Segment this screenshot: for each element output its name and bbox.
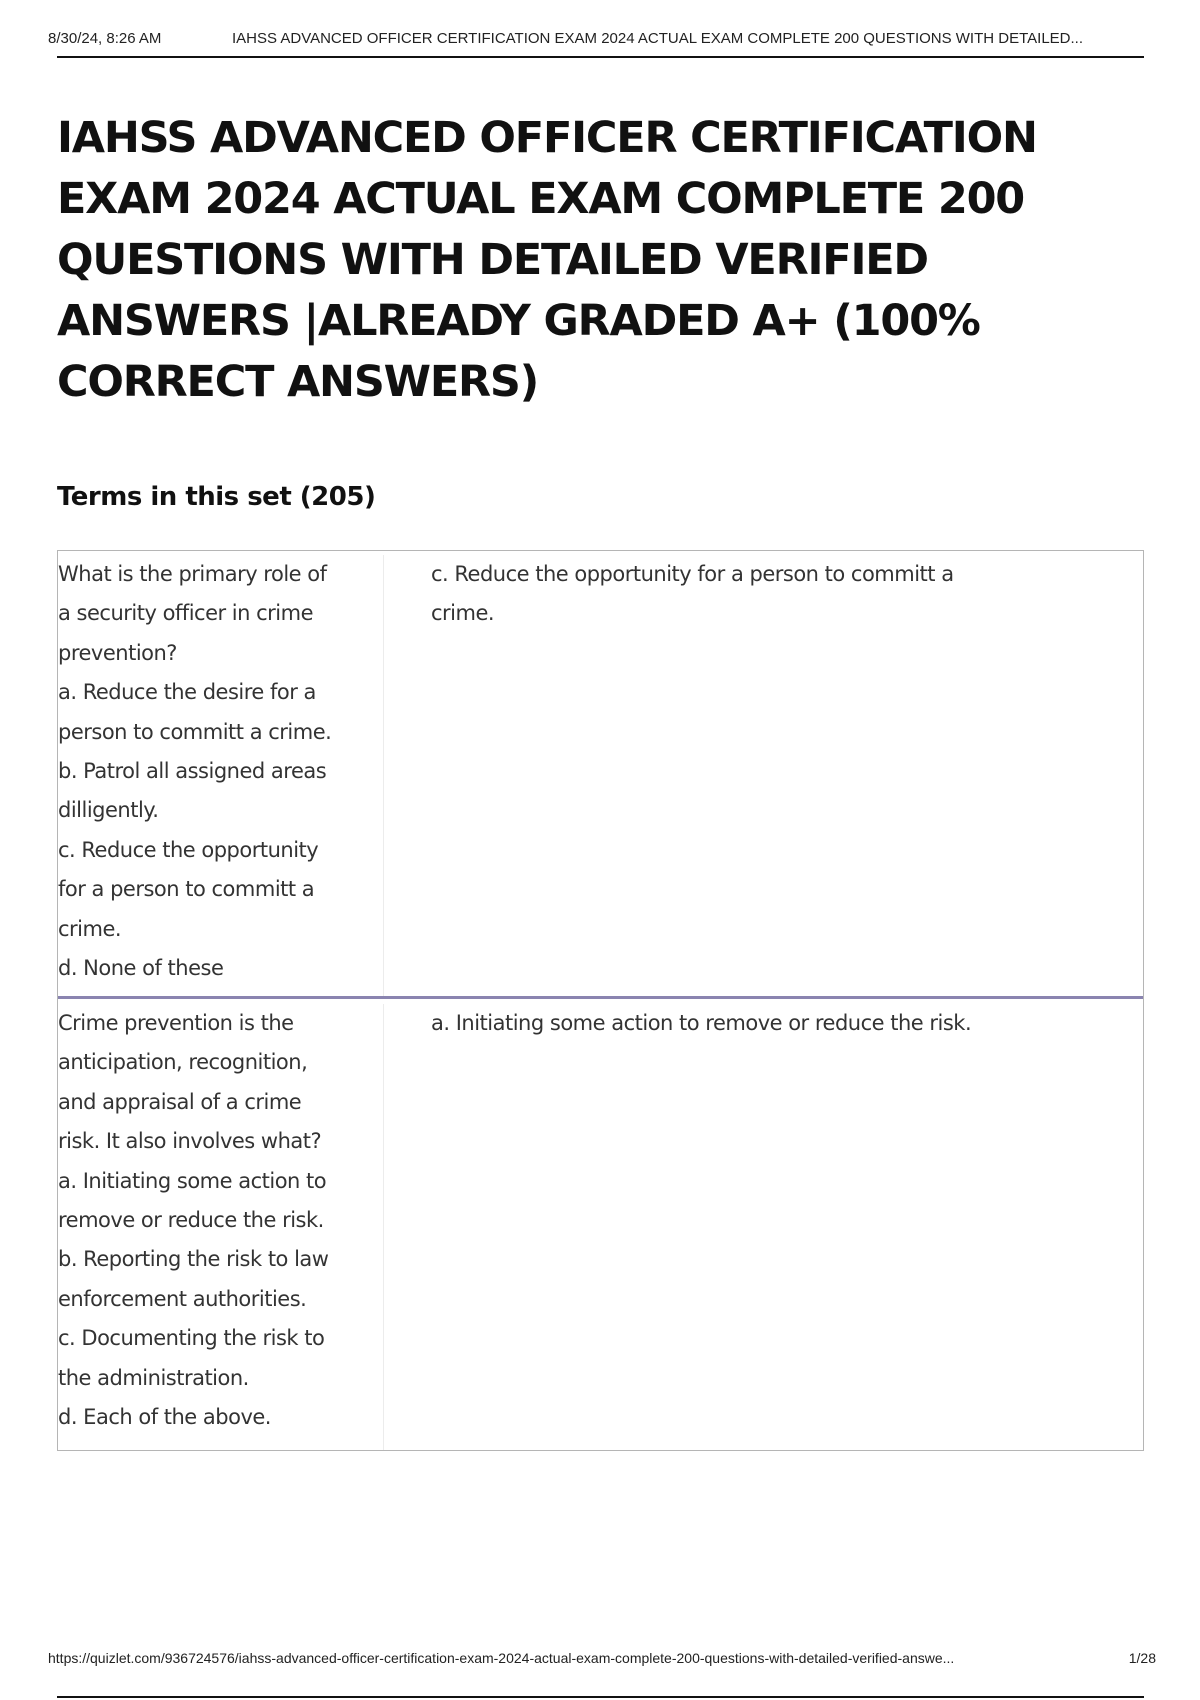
term-row bbox=[58, 999, 1143, 1450]
term-row bbox=[58, 551, 1143, 999]
footer-divider bbox=[57, 1696, 1144, 1698]
term-question: What is the primary role of a security officer in crime prevention? a. Reduce the desire for a person to committ a crime. b. Patrol all assigned areas dilligently. c. Reduce the opportunity for a person to committ a crime. d. None of these bbox=[58, 555, 384, 996]
terms-count-heading: Terms in this set (205) bbox=[57, 482, 376, 512]
print-doc-title: IAHSS ADVANCED OFFICER CERTIFICATION EXAM 2024 ACTUAL EXAM COMPLETE 200 QUESTIONS WITH DETAILED... bbox=[232, 30, 1084, 47]
header-divider bbox=[57, 56, 1144, 58]
term-answer: c. Reduce the opportunity for a person to committ a crime. bbox=[431, 562, 954, 626]
term-answer: a. Initiating some action to remove or reduce the risk. bbox=[431, 1011, 972, 1035]
term-question: Crime prevention is the anticipation, recognition, and appraisal of a crime risk. It also involves what? a. Initiating some action to remove or reduce the risk. b. Reporting the risk to law enforcement authorities. c. Documenting the risk to the administration. d. Each of the above. bbox=[58, 1004, 384, 1450]
page-title: IAHSS ADVANCED OFFICER CERTIFICATION EXAM 2024 ACTUAL EXAM COMPLETE 200 QUESTIONS WITH DETAILED VERIFIED ANSWERS |ALREADY GRADED A+ (100% CORRECT ANSWERS) bbox=[57, 113, 1037, 407]
page-number: 1/28 bbox=[1128, 1650, 1156, 1666]
terms-table bbox=[57, 550, 1144, 1451]
print-url: https://quizlet.com/936724576/iahss-advanced-officer-certification-exam-2024-actual-exam-complete-200-questions-with-detailed-verified-answe... bbox=[48, 1650, 955, 1666]
print-date: 8/30/24, 8:26 AM bbox=[48, 30, 162, 47]
